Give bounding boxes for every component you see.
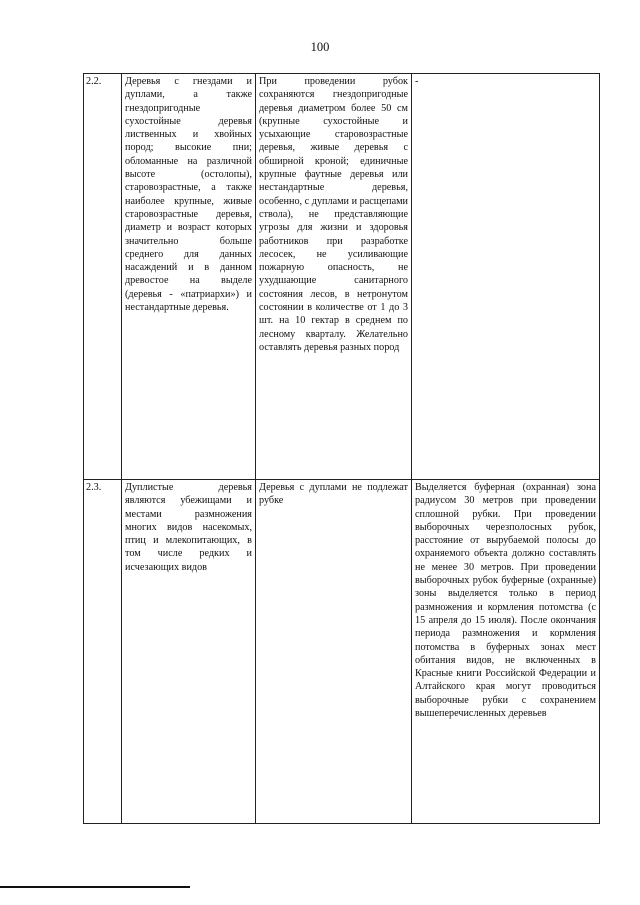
requirement-cell: При проведении рубок сохраняются гнездопригодные деревья диаметром более 50 см (крупные сухостойные и усыхающие старовозрастные деревья, живые деревья с обширной кроной; единичные крупные фаутные деревья или нестандартные деревья, особенно, с дуплами и расщепами ствола), не представляющие угрозы для жизни и здоровья работников при разработке лесосек, не усиливающие пожарную опасность, не ухудшающие санитарного состояния лесов, в нетронутом состоянии в количестве от 1 до 3 шт. на 10 гектар в среднем по лесному кварталу. Желательно оставлять деревья разных пород: [256, 74, 412, 480]
object-cell: Деревья с гнездами и дуплами, а также гнездопригодные сухостойные деревья лиственных и хвойных пород; высокие пни; обломанные на различной высоте (остолопы), старовозрастные, а также наиболее крупные, живые старовозрастные деревья, диаметр и возраст которых значительно больше среднего для данных насаждений и в данном древостое на выделе (деревья - «патриархи») и нестандартные деревья.: [122, 74, 256, 480]
requirements-table: [83, 73, 600, 824]
object-cell: Дуплистые деревья являются убежищами и местами размножения многих видов насекомых, птиц и млекопитающих, в том числе редких и исчезающих видов: [122, 480, 256, 824]
requirement-cell: Деревья с дуплами не подлежат рубке: [256, 480, 412, 824]
measures-cell: Выделяется буферная (охранная) зона радиусом 30 метров при проведении сплошной рубки. При проведении выборочных черезполосных рубок, расстояние от вырубаемой полосы до охраняемого объекта должно составлять не менее 30 метров. При проведении выборочных рубок буферные (охранные) зоны выделяется только в период размножения и кормления потомства (с 15 апреля до 15 июля). После окончания периода размножения и кормления потомства в буферных зонах мест обитания видов, не включенных в Красные книги Российской Федерации и Алтайского края могут проводиться выборочные рубки с сохранением вышеперечисленных деревьев: [412, 480, 600, 824]
measures-cell: -: [412, 74, 600, 480]
footer-divider: [0, 886, 190, 888]
row-number: 2.3.: [84, 480, 122, 824]
table-row: [84, 480, 600, 824]
table-row: [84, 74, 600, 480]
page-number: 100: [310, 40, 330, 54]
row-number: 2.2.: [84, 74, 122, 480]
